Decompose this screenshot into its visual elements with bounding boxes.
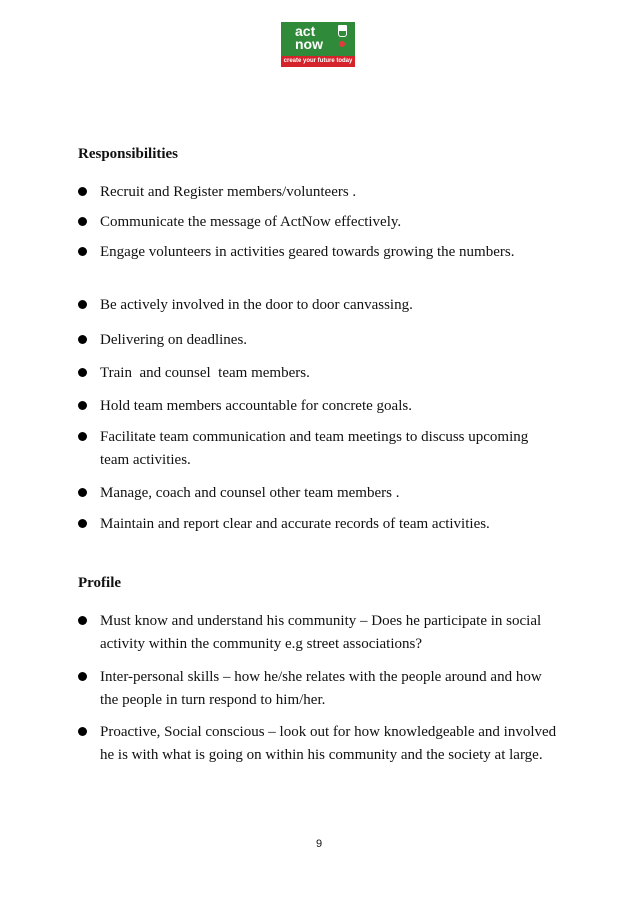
logo-tagline: create your future today (283, 58, 353, 64)
bullet-icon (78, 335, 87, 344)
responsibilities-heading: Responsibilities (78, 146, 179, 162)
logo-word-act: act (295, 23, 316, 39)
bullet-icon (78, 519, 87, 528)
bullet-icon (78, 401, 87, 410)
bullet-icon (78, 217, 87, 226)
list-item-text: Be actively involved in the door to door canvassing. (100, 297, 413, 313)
list-item-text: Must know and understand his community – Does he participate in social activity within the community e.g street associations? (100, 613, 542, 652)
logo-word-now: now (295, 36, 323, 52)
list-item-text: Maintain and report clear and accurate records of team activities. (100, 516, 490, 532)
list-item-text: Hold team members accountable for concrete goals. (100, 398, 412, 414)
list-item-text: Engage volunteers in activities geared towards growing the numbers. (100, 244, 515, 260)
list-item-text: Manage, coach and counsel other team members . (100, 485, 400, 501)
list-item-text: Recruit and Register members/volunteers . (100, 184, 357, 200)
bullet-icon (78, 300, 87, 309)
bullet-icon (78, 368, 87, 377)
red-dot-icon (339, 41, 345, 47)
bullet-icon (78, 672, 87, 681)
actnow-logo (281, 22, 355, 67)
bullet-icon (78, 432, 87, 441)
bullet-icon (78, 616, 87, 625)
bullet-icon (78, 247, 87, 256)
list-item-text: Facilitate team communication and team meetings to discuss upcoming team activities. (100, 429, 529, 468)
cup-icon (338, 25, 347, 37)
profile-heading: Profile (78, 575, 122, 591)
list-item-text: Inter-personal skills – how he/she relates with the people around and how the people in turn respond to him/her. (100, 669, 542, 708)
page-number: 9 (315, 838, 323, 850)
bullet-icon (78, 488, 87, 497)
list-item-text: Communicate the message of ActNow effectively. (100, 214, 402, 230)
bullet-icon (78, 187, 87, 196)
list-item-text: Train and counsel team members. (100, 365, 310, 381)
bullet-icon (78, 727, 87, 736)
list-item-text: Delivering on deadlines. (100, 332, 248, 348)
list-item-text: Proactive, Social conscious – look out for how knowledgeable and involved he is with what is going on within his community and the society at large. (100, 724, 557, 763)
